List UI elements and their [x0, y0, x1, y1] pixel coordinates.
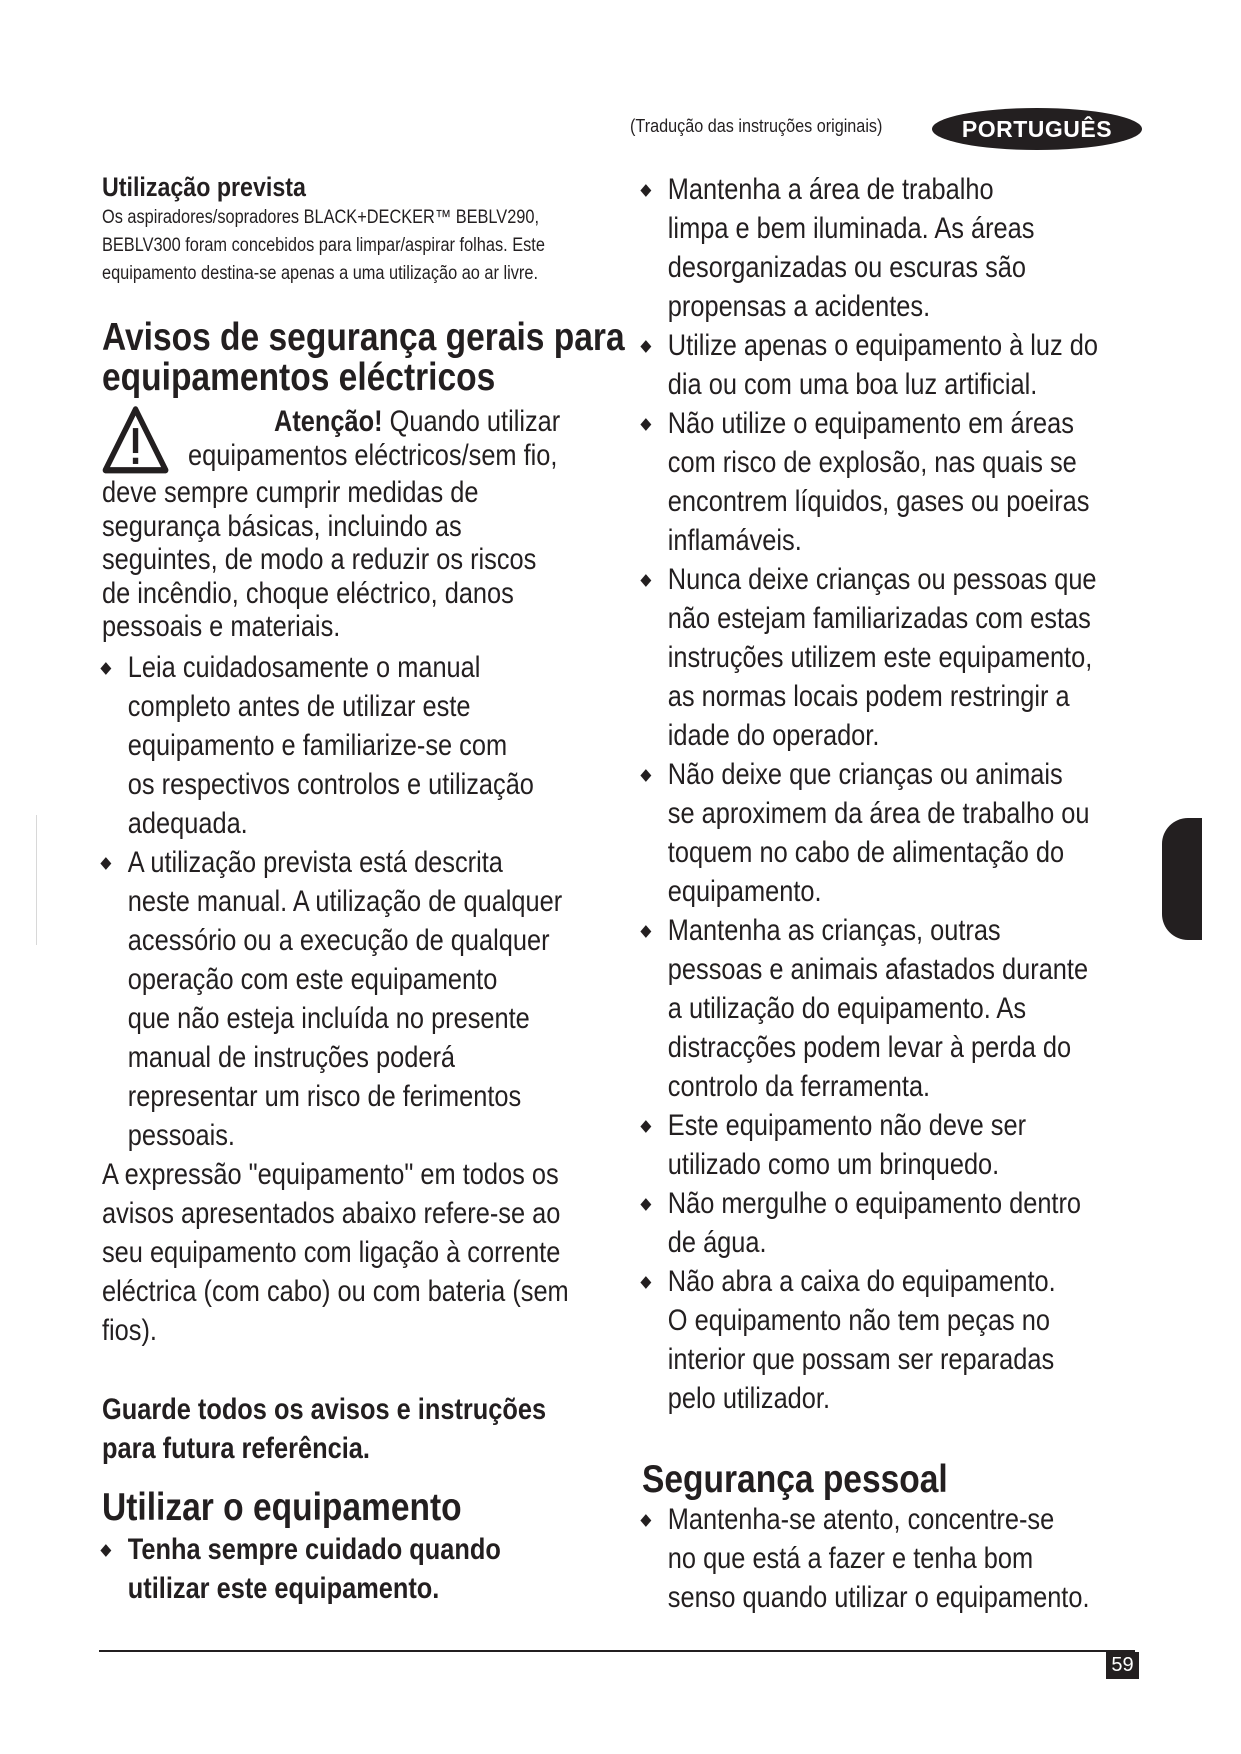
definition-line: seu equipamento com ligação à corrente — [102, 1235, 561, 1269]
list-item-line: distracções podem levar à perda do — [667, 1031, 1072, 1064]
list-item-line: a utilização do equipamento. As — [667, 992, 1027, 1025]
warning-word: Atenção! — [274, 405, 383, 438]
list-item — [642, 755, 1106, 911]
general-safety-title: Avisos de segurança gerais para — [102, 316, 625, 359]
list-item-line: de água. — [667, 1226, 767, 1259]
list-item — [102, 1530, 558, 1608]
list-item-line: controlo da ferramenta. — [667, 1070, 931, 1103]
intro-line: de incêndio, choque eléctrico, danos — [102, 576, 514, 610]
list-item-line: se aproximem da área de trabalho ou — [667, 797, 1090, 830]
list-item-line: O equipamento não tem peças no — [667, 1304, 1051, 1337]
intended-use-line: BEBLV300 foram concebidos para limpar/aspirar folhas. Este — [102, 235, 545, 256]
list-item-line: encontrem líquidos, gases ou poeiras — [667, 485, 1090, 518]
bullet-diamond-icon — [640, 925, 651, 938]
list-item-line: os respectivos controlos e utilização — [127, 767, 534, 801]
list-item — [642, 1184, 1106, 1262]
list-item — [642, 911, 1106, 1106]
bullet-diamond-icon — [640, 574, 651, 587]
list-item — [102, 648, 558, 843]
list-item-line: Mantenha-se atento, concentre-se — [667, 1503, 1055, 1536]
list-item-line: limpa e bem iluminada. As áreas — [667, 212, 1035, 245]
definition-line: eléctrica (com cabo) ou com bateria (sem — [102, 1274, 569, 1308]
list-item-line: equipamento e familiarize-se com — [127, 728, 508, 762]
bullet-diamond-icon — [640, 1276, 651, 1289]
footer-divider — [99, 1650, 1135, 1652]
intro-line: segurança básicas, incluindo as — [102, 509, 462, 543]
intended-use-line: equipamento destina-se apenas a uma utilização ao ar livre. — [102, 263, 539, 284]
list-item-line: Mantenha as crianças, outras — [667, 914, 1001, 947]
list-item-line: dia ou com uma boa luz artificial. — [667, 368, 1038, 401]
list-item-line: acessório ou a execução de qualquer — [127, 923, 550, 957]
bullet-diamond-icon — [640, 1514, 651, 1527]
list-item-line: propensas a acidentes. — [667, 290, 931, 323]
list-item-line: que não esteja incluída no presente — [127, 1001, 530, 1035]
list-item — [642, 404, 1106, 560]
list-item-line: equipamento. — [667, 875, 822, 908]
list-item — [642, 1262, 1106, 1418]
list-item — [642, 560, 1106, 755]
list-item-line: no que está a fazer e tenha bom — [667, 1542, 1034, 1575]
list-item-line: Não utilize o equipamento em áreas — [667, 407, 1074, 440]
bullet-diamond-icon — [100, 857, 111, 870]
section-side-tab — [1162, 818, 1202, 940]
bullet-diamond-icon — [640, 1198, 651, 1211]
list-item-line: Nunca deixe crianças ou pessoas que — [667, 563, 1097, 596]
intended-use-section — [102, 170, 558, 288]
list-item — [642, 326, 1106, 404]
warning-text: equipamentos eléctricos/sem fio, — [188, 439, 558, 472]
list-item-line: utilizar este equipamento. — [127, 1571, 440, 1605]
bullet-diamond-icon — [100, 1544, 111, 1557]
save-instructions — [102, 1390, 558, 1468]
using-equipment-title: Utilizar o equipamento — [102, 1485, 462, 1529]
using-equipment-section — [102, 1485, 558, 1608]
bullet-diamond-icon — [640, 1120, 651, 1133]
definition-line: fios). — [102, 1313, 157, 1347]
bullet-diamond-icon — [640, 769, 651, 782]
list-item-line: Utilize apenas o equipamento à luz do — [667, 329, 1098, 362]
list-item-line: representar um risco de ferimentos — [127, 1079, 522, 1113]
bullet-diamond-icon — [640, 418, 651, 431]
bullet-diamond-icon — [640, 184, 651, 197]
list-item-line: pessoas e animais afastados durante — [667, 953, 1089, 986]
list-item — [102, 843, 563, 1155]
safety-list — [642, 170, 1106, 1418]
definition-line: A expressão "equipamento" em todos os — [102, 1157, 559, 1191]
intended-use-title: Utilização prevista — [102, 172, 306, 202]
list-item — [642, 1500, 1106, 1617]
list-item-line: pessoais. — [127, 1118, 235, 1152]
bullet-diamond-icon — [640, 340, 651, 353]
list-item-line: neste manual. A utilização de qualquer — [127, 884, 563, 918]
list-item-line: não estejam familiarizadas com estas — [667, 602, 1091, 635]
page-number: 59 — [1106, 1652, 1139, 1679]
list-item-line: as normas locais podem restringir a — [667, 680, 1070, 713]
list-item-line: Este equipamento não deve ser — [667, 1109, 1027, 1142]
save-instructions-line: para futura referência. — [102, 1431, 370, 1465]
list-item-line: Tenha sempre cuidado quando — [127, 1532, 501, 1566]
definition-line: avisos apresentados abaixo refere-se ao — [102, 1196, 561, 1230]
list-item-line: pelo utilizador. — [667, 1382, 831, 1415]
list-item-line: instruções utilizem este equipamento, — [667, 641, 1093, 674]
list-item-line: idade do operador. — [667, 719, 880, 752]
intro-line: pessoais e materiais. — [102, 610, 341, 643]
warning-text — [274, 404, 560, 440]
list-item-line: toquem no cabo de alimentação do — [667, 836, 1065, 869]
list-item-line: interior que possam ser reparadas — [667, 1343, 1055, 1376]
list-item-line: Não deixe que crianças ou animais — [667, 758, 1063, 791]
list-item-line: Não mergulhe o equipamento dentro — [667, 1187, 1082, 1220]
personal-safety-title: Segurança pessoal — [642, 1458, 948, 1501]
bullet-diamond-icon — [100, 662, 111, 675]
personal-safety-section — [642, 1460, 1106, 1617]
list-item-line: inflamáveis. — [667, 524, 802, 557]
intro-line: deve sempre cumprir medidas de — [102, 476, 479, 509]
intro-line: seguintes, de modo a reduzir os riscos — [102, 543, 537, 576]
list-item-line: Leia cuidadosamente o manual — [127, 650, 481, 684]
list-item-line: completo antes de utilizar este — [127, 689, 471, 723]
save-instructions-line: Guarde todos os avisos e instruções — [102, 1392, 547, 1426]
list-item — [642, 1106, 1106, 1184]
list-item-line: operação com este equipamento — [127, 962, 498, 996]
general-safety-title: equipamentos eléctricos — [102, 356, 496, 399]
intended-use-line: Os aspiradores/sopradores BLACK+DECKER™ BEBLV290, — [102, 207, 540, 228]
list-item — [642, 170, 1106, 326]
list-item-line: adequada. — [127, 806, 248, 840]
list-item-line: A utilização prevista está descrita — [127, 845, 503, 879]
right-column — [642, 170, 1182, 1617]
warning-text-rest: Quando utilizar — [382, 405, 561, 438]
margin-marker — [36, 815, 37, 945]
list-item-line: senso quando utilizar o equipamento. — [667, 1581, 1090, 1614]
general-safety-section — [102, 316, 625, 1468]
list-item-line: manual de instruções poderá — [127, 1040, 456, 1074]
warning-triangle-icon — [102, 404, 169, 474]
left-column — [102, 170, 632, 1608]
language-badge: PORTUGUÊS — [932, 108, 1142, 150]
list-item-line: Não abra a caixa do equipamento. — [667, 1265, 1056, 1298]
list-item-line: utilizado como um brinquedo. — [667, 1148, 1000, 1181]
list-item-line: desorganizadas ou escuras são — [667, 251, 1027, 284]
list-item-line: Mantenha a área de trabalho — [667, 173, 994, 206]
list-item-line: com risco de explosão, nas quais se — [667, 446, 1077, 479]
warning-block — [102, 404, 561, 476]
translation-note: (Tradução das instruções originais) — [630, 116, 883, 136]
